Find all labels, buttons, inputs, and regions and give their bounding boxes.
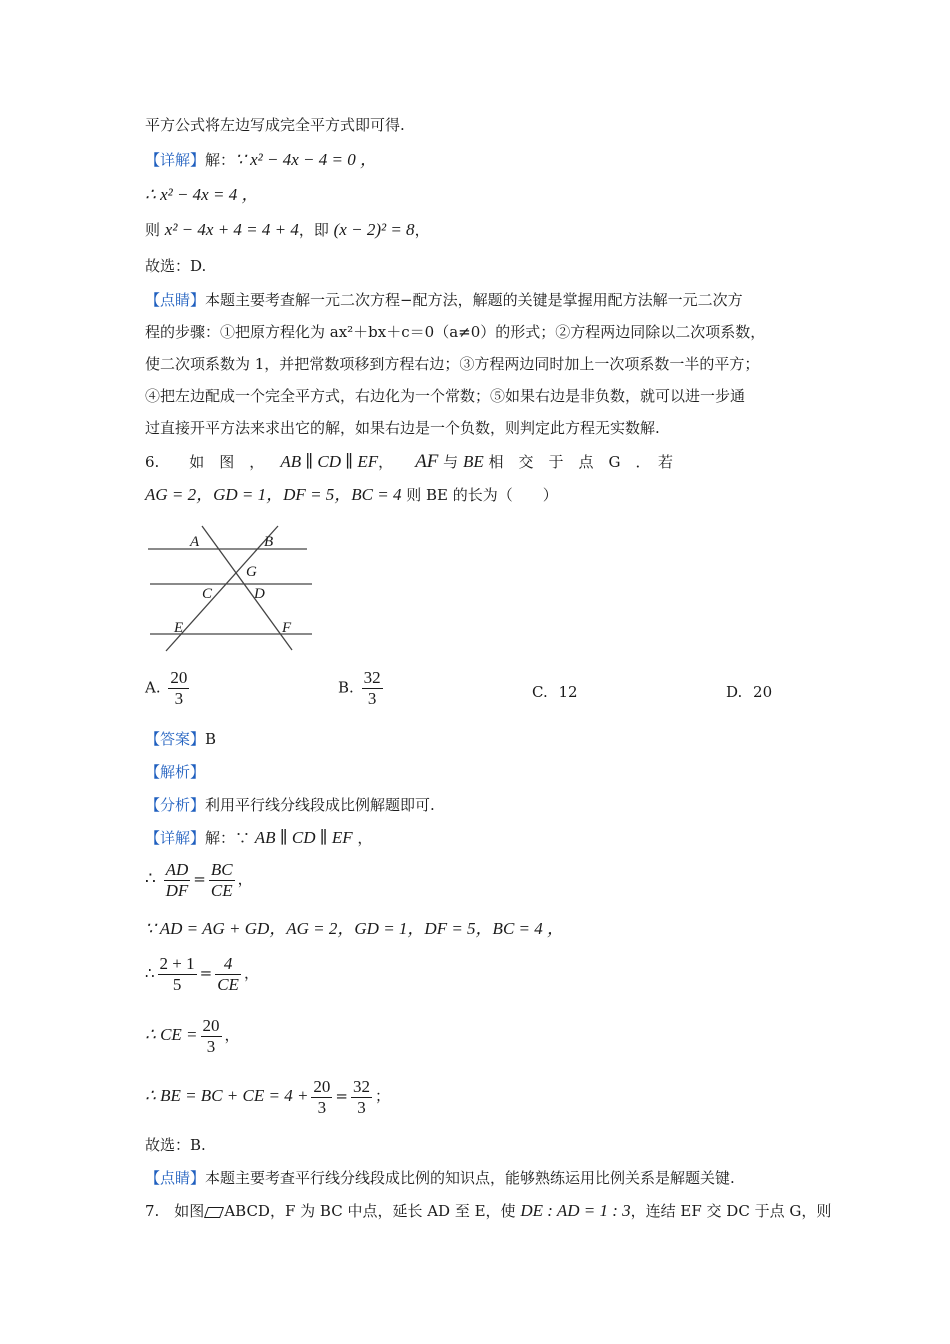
text: ， xyxy=(352,829,373,847)
text: ，即 xyxy=(298,221,334,239)
denominator: 3 xyxy=(206,1036,216,1056)
dianjing-line xyxy=(145,1167,735,1189)
label-d: D xyxy=(254,586,265,602)
question-6-line1 xyxy=(145,451,673,473)
label-b: B xyxy=(264,534,274,550)
text: ABCD，F 为 BC 中点，延长 AD 至 E，使 xyxy=(224,1202,521,1220)
step-5: ∴ BE = BC + CE = 4 + $\frac{20}{3}$ = $\frac{32}{3}$ ； xyxy=(145,1076,391,1117)
equation: ∴ BE = BC + CE = 4 + xyxy=(145,1086,309,1105)
text: 则 xyxy=(145,221,165,239)
label-g: G xyxy=(246,564,257,580)
text-line: 故选：D. xyxy=(145,257,207,275)
step-4: ∴ CE = $\frac{20}{3}$ ， xyxy=(145,1015,240,1056)
label-e: E xyxy=(174,620,184,636)
equation: ∵ x² − 4x − 4 = 0 ， xyxy=(235,150,377,169)
numerator: 20 xyxy=(313,1076,331,1096)
fenxi-text: 利用平行线分线段成比例解题即可. xyxy=(205,796,435,814)
therefore: ∴ xyxy=(145,869,156,888)
text: 与 xyxy=(438,453,463,471)
denominator: 3 xyxy=(174,689,184,708)
text-line: 平方公式将左边写成完全平方式即可得. xyxy=(145,116,405,134)
label-a: A xyxy=(190,534,200,550)
step-2: ∵ AD = AG + GD，AG = 2，GD = 1，DF = 5，BC = 4 ， xyxy=(145,919,565,938)
text-line: 程的步骤：①把原方程化为 ax²＋bx＋c＝0（a≠0）的形式；②方程两边同除以二次项系数， xyxy=(145,323,766,341)
equation: (x − 2)² = 8 xyxy=(333,220,415,239)
denominator: 3 xyxy=(357,1097,366,1117)
numerator: 20 xyxy=(202,1015,220,1035)
numerator: 4 xyxy=(215,954,241,975)
dianjing-tag: 【点睛】 xyxy=(145,291,206,309)
detail-tag: 【详解】 xyxy=(145,829,206,847)
equation-line xyxy=(145,219,430,241)
option-b[interactable] xyxy=(338,668,386,709)
question-7-line xyxy=(145,1200,831,1222)
text: 6. 如 图 ， xyxy=(145,453,265,471)
text: 相 交 于 点 G ． 若 xyxy=(483,453,673,471)
numerator: AD xyxy=(165,859,189,879)
equation: AB ∥ CD ∥ EF xyxy=(254,828,353,847)
option-value: 20 xyxy=(753,683,773,701)
text-line: 故选：B. xyxy=(145,1136,206,1154)
text-line: 使二次项系数为 1，并把常数项移到方程右边；③方程两边同时加上一次项系数一半的平方； xyxy=(145,355,760,373)
option-a[interactable] xyxy=(145,668,192,709)
equation: AF xyxy=(415,451,439,472)
denominator: DF xyxy=(165,880,189,900)
option-d[interactable] xyxy=(726,683,772,701)
numerator: 2 + 1 xyxy=(159,953,195,973)
denominator: 5 xyxy=(172,974,182,994)
denominator: 3 xyxy=(367,689,377,708)
numerator: BC xyxy=(210,859,233,879)
analysis-tag: 【解析】 xyxy=(145,763,206,781)
dianjing-text: 本题主要考查平行线分线段成比例的知识点，能够熟练运用比例关系是解题关键. xyxy=(205,1169,735,1187)
detail-line xyxy=(145,149,377,171)
detail-tag: 【详解】 xyxy=(145,151,206,169)
text: 则 BE 的长为（ ） xyxy=(401,486,558,504)
equation: x² − 4x + 4 = 4 + 4 xyxy=(164,220,299,239)
denominator: CE xyxy=(210,880,233,900)
option-label: B. xyxy=(338,678,354,697)
text-line: 过直接开平方法来求出它的解，如果右边是一个负数，则判定此方程无实数解. xyxy=(145,419,660,437)
question-6-line2 xyxy=(145,484,558,506)
denominator: CE xyxy=(217,974,239,994)
numerator: 32 xyxy=(353,1076,370,1096)
label-f: F xyxy=(282,620,292,636)
answer-line xyxy=(145,728,216,750)
numerator: 20 xyxy=(170,668,188,687)
option-label: C. xyxy=(532,683,548,701)
text: ， xyxy=(414,221,430,239)
fenxi-line xyxy=(145,794,435,816)
equation-line: ∴ x² − 4x = 4 ， xyxy=(145,185,259,204)
text-line: ④把左边配成一个完全平方式，右边化为一个常数；⑤如果右边是非负数，就可以进一步通 xyxy=(145,387,746,405)
fenxi-tag: 【分析】 xyxy=(145,796,206,814)
detail-line xyxy=(145,827,372,849)
equation: AG = 2，GD = 1，DF = 5，BC = 4 xyxy=(145,485,402,504)
step-3: ∴ $\frac{2 + 1}{5}$ = $\frac{4}{CE}$ ， xyxy=(145,953,259,994)
denominator: 3 xyxy=(317,1097,327,1117)
option-value: 12 xyxy=(558,683,578,701)
detail-text: 解：∵ xyxy=(205,829,255,847)
dianjing-tag: 【点睛】 xyxy=(145,1169,206,1187)
numerator: 32 xyxy=(363,668,381,687)
text: ，连结 EF 交 DC 于点 G，则 xyxy=(630,1202,832,1220)
equation: BE xyxy=(462,452,484,471)
answer-value: B xyxy=(205,730,217,748)
dianjing-text: 本题主要考查解一元二次方程−配方法，解题的关键是掌握用配方法解一元二次方 xyxy=(205,291,743,309)
equation: AB ∥ CD ∥ EF xyxy=(280,452,379,471)
parallel-lines-figure xyxy=(140,520,320,655)
option-label: A. xyxy=(145,678,161,697)
option-label: D. xyxy=(726,683,743,701)
line-af xyxy=(202,526,292,650)
step-1: ∴ $\frac{AD}{DF}$ = $\frac{BC}{CE}$ ， xyxy=(145,859,253,900)
dianjing-line xyxy=(145,289,743,311)
detail-text: 解： xyxy=(205,151,236,169)
answer-tag: 【答案】 xyxy=(145,730,206,748)
text: ， xyxy=(378,453,394,471)
text: 7. 如图 xyxy=(145,1202,205,1220)
option-c[interactable] xyxy=(532,683,578,701)
parallelogram-icon xyxy=(204,1207,224,1218)
equation: DE : AD = 1 : 3 xyxy=(520,1201,631,1220)
equation: ∴ CE = xyxy=(145,1025,198,1044)
label-c: C xyxy=(202,586,213,602)
